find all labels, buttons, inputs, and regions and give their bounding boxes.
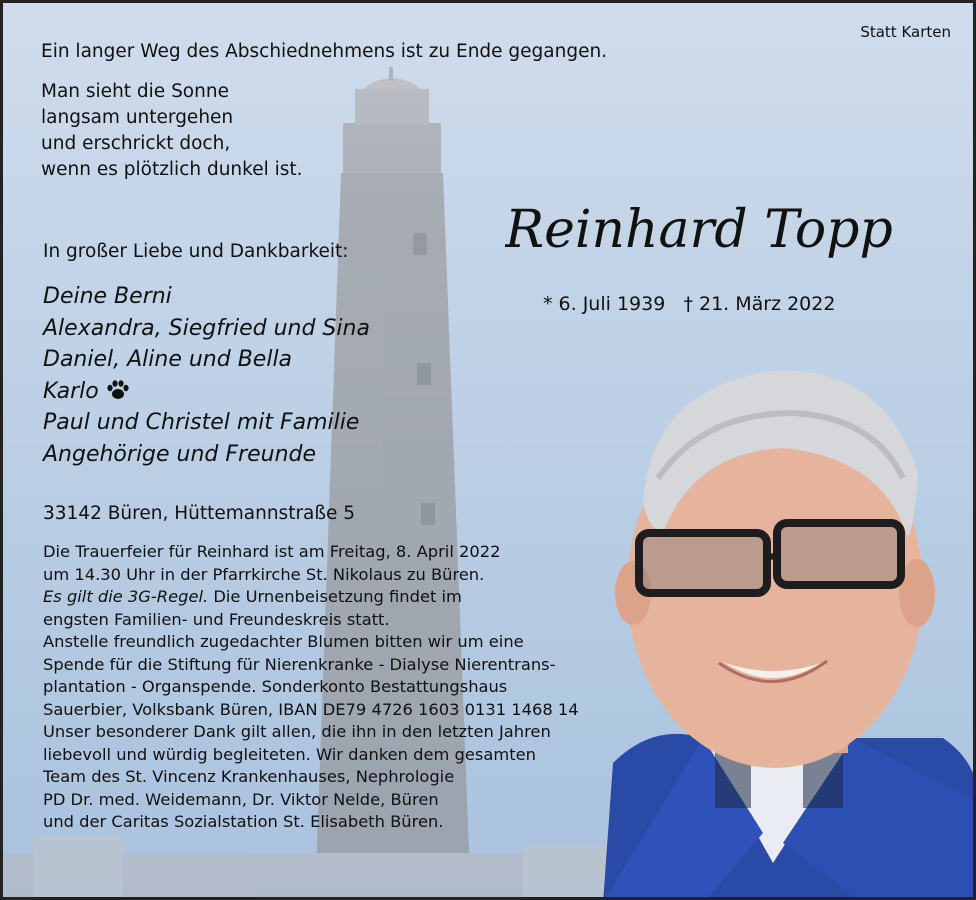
burial-note: Die Urnenbeisetzung findet im: [208, 587, 462, 606]
donation-line: Anstelle freundlich zugedachter Blumen bitten wir um eine: [43, 632, 524, 651]
details-text: [43, 541, 579, 834]
mourner-name-with-pet: [43, 376, 370, 408]
poem-line: wenn es plötzlich dunkel ist.: [41, 159, 303, 180]
deceased-name: Reinhard Topp: [505, 200, 893, 260]
mourner-name: Deine Berni: [43, 284, 172, 309]
funeral-line: [43, 586, 579, 609]
poem-line: Man sieht die Sonne: [41, 81, 229, 102]
birth-date: * 6. Juli 1939: [543, 293, 666, 315]
death-date: † 21. März 2022: [683, 293, 836, 315]
thanks-line: liebevoll und würdig begleiteten. Wir danken dem gesamten: [43, 744, 536, 764]
funeral-line: um 14.30 Uhr in der Pfarrkirche St. Nikolaus zu Büren.: [43, 564, 485, 584]
mourner-name: Daniel, Aline und Bella: [43, 347, 293, 373]
funeral-line: Die Trauerfeier für Reinhard ist am Freitag, 8. April 2022: [43, 542, 501, 561]
mourner-name: Karlo: [43, 378, 99, 404]
thanks-line: PD Dr. med. Weidemann, Dr. Viktor Nelde, Büren: [43, 789, 439, 809]
statt-karten-label: Statt Karten: [860, 23, 951, 41]
poem-line: langsam untergehen: [41, 107, 234, 128]
funeral-line: engsten Familien- und Freundeskreis statt.: [43, 609, 390, 629]
donation-line: Spende für die Stiftung für Nierenkranke - Dialyse Nierentrans-: [43, 654, 556, 674]
mourner-name: Angehörige und Freunde: [43, 441, 317, 467]
mourner-name: Alexandra, Siegfried und Sina: [43, 315, 370, 341]
mourner-name: Paul und Christel mit Familie: [43, 410, 360, 436]
portrait-photo: [603, 371, 976, 900]
mourners-list: [43, 281, 370, 471]
paw-icon: [105, 379, 131, 401]
poem-line: und erschrickt doch,: [41, 133, 231, 154]
mourners-intro: In großer Liebe und Dankbarkeit:: [43, 241, 349, 262]
poem: [41, 79, 303, 183]
thanks-line: Unser besonderer Dank gilt allen, die ihn in den letzten Jahren: [43, 722, 551, 741]
address: 33142 Büren, Hüttemannstraße 5: [43, 503, 356, 524]
thanks-line: Team des St. Vincenz Krankenhauses, Nephrologie: [43, 767, 455, 786]
covid-rule: Es gilt die 3G-Regel.: [43, 587, 209, 606]
intro-line: Ein langer Weg des Abschiednehmens ist zu Ende gegangen.: [41, 41, 608, 62]
deceased-name-signature: [505, 191, 915, 271]
thanks-line: und der Caritas Sozialstation St. Elisabeth Büren.: [43, 812, 444, 831]
donation-line: plantation - Organspende. Sonderkonto Bestattungshaus: [43, 677, 508, 696]
donation-line: Sauerbier, Volksbank Büren, IBAN DE79 4726 1603 0131 1468 14: [43, 699, 579, 719]
life-dates: [543, 293, 835, 315]
